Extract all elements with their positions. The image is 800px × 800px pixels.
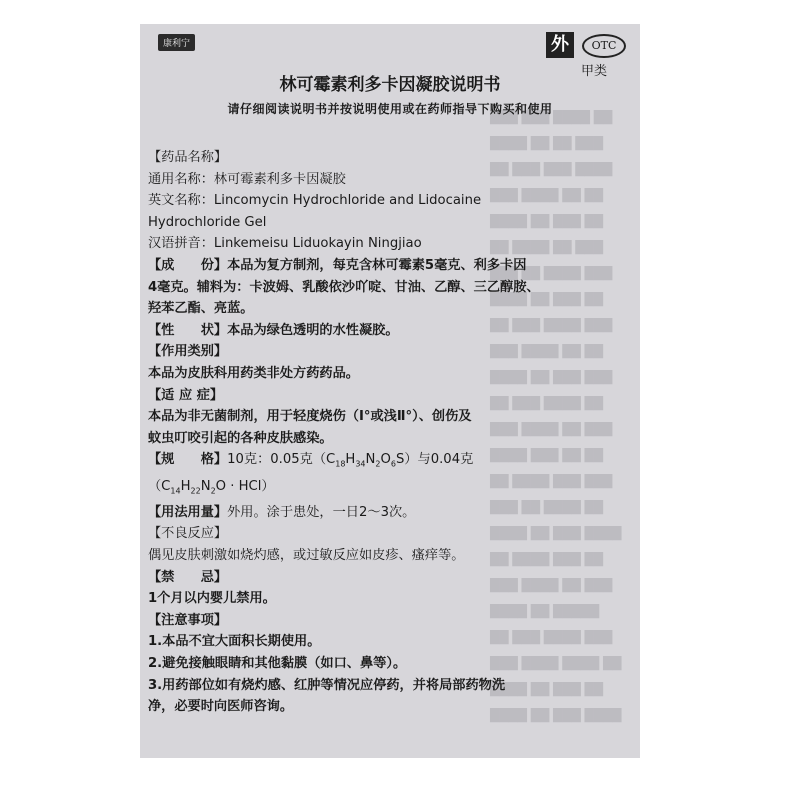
spec-text: N [200, 478, 211, 494]
composition-line-3: 羟苯乙酯、亮蓝。 [148, 301, 254, 317]
spec-text: 10克：0.05克（C [227, 452, 336, 468]
external-use-mark: 外 [546, 32, 574, 58]
otc-mark: OTC [582, 34, 626, 58]
spec-sub: 14 [170, 486, 181, 496]
otc-class-label: 甲类 [581, 64, 608, 79]
adverse-text: 偶见皮肤刺激如烧灼感，或过敏反应如皮疹、瘙痒等。 [148, 547, 465, 563]
spec-text: H [345, 452, 356, 468]
spec-text: O [380, 452, 391, 468]
spec-text: N [365, 452, 376, 468]
pinyin-name: 汉语拼音：Linkemeisu Liduokayin Ningjiao [148, 236, 422, 252]
indications-line-2: 蚊虫叮咬引起的各种皮肤感染。 [148, 430, 333, 446]
precaution-item-2: 2.避免接触眼睛和其他黏膜（如口、鼻等）。 [148, 655, 407, 671]
composition-line-1: 本品为复方制剂，每克含林可霉素5毫克、利多卡因 [227, 257, 527, 273]
specification-line-2 [148, 476, 628, 502]
spec-sub: 18 [335, 459, 346, 469]
category-text: 本品为皮肤科用药类非处方药药品。 [148, 365, 359, 381]
document-subtitle: 请仔细阅读说明书并按说明使用或在药师指导下购买和使用 [227, 102, 553, 116]
spec-text: H [180, 478, 191, 494]
brand-logo: 康利宁 [158, 34, 195, 51]
composition-heading: 【成 份】 [148, 257, 228, 273]
specification-heading: 【规 格】 [148, 452, 228, 468]
leaflet-paper [140, 24, 640, 758]
english-name-line-2: Hydrochloride Gel [148, 214, 267, 230]
contraindications-text: 1个月以内婴儿禁用。 [148, 591, 276, 607]
spec-sub: 34 [355, 459, 366, 469]
drug-name-heading: 【药品名称】 [148, 150, 228, 165]
document-title: 林可霉素利多卡因凝胶说明书 [279, 75, 501, 95]
specification-line-1 [148, 449, 628, 475]
spec-text: S）与0.04克 [395, 452, 474, 468]
category-heading: 【作用类别】 [148, 344, 228, 360]
properties-text: 本品为绿色透明的水性凝胶。 [227, 322, 399, 338]
precautions-heading: 【注意事项】 [148, 612, 228, 628]
spec-text: （C [148, 478, 171, 494]
leaflet-body [148, 147, 628, 718]
show-through-text: ████ ██ ███ ████ ████ ██ ███ ██ ███ ████ ████ ██ ██ ███ ████ ███ ████ ██ █████ ███ ████ ██ ███ ██ ████ ███ ██ ████ ██ ███ ████ ███ ██ ████ ██ ██ ████ ███ ███ ████ ███ ██ ██ ███ ████ ██ ███ ██ ███ ████ ██ ████ ██ ███ ███ ███ ████ ██ ██ ██ ███ ████ ███ ████ ██ ███ ██ ███ ██ ████ ███ ██ ████ ██ ███ ████ ██ ███ ██ ███ ████ ██ ██ ██ ███ ███ ████ ████ ██ ██ ███ ███ ███ ████ ██ [490, 110, 622, 722]
composition-line-2: 4毫克。辅料为：卡波姆、乳酸依沙吖啶、甘油、乙醇、三乙醇胺、 [148, 279, 540, 295]
adverse-heading: 【不良反应】 [148, 526, 228, 542]
indications-line-1: 本品为非无菌制剂，用于轻度烧伤（Ⅰ°或浅Ⅱ°）、创伤及 [148, 409, 472, 425]
english-name-line-1: 英文名称：Lincomycin Hydrochloride and Lidocaine [148, 193, 482, 209]
usage-text: 外用。涂于患处，一日2～3次。 [227, 504, 416, 520]
spec-sub: 22 [190, 486, 201, 496]
generic-name: 通用名称：林可霉素利多卡因凝胶 [148, 171, 346, 187]
spec-sub: 2 [375, 459, 381, 469]
properties-heading: 【性 状】 [148, 322, 228, 338]
indications-heading: 【适 应 症】 [148, 387, 224, 403]
spec-sub: 6 [390, 459, 396, 469]
precaution-item-3-continued: 净，必要时向医师咨询。 [148, 699, 294, 715]
spec-sub: 2 [210, 486, 216, 496]
contraindications-heading: 【禁 忌】 [148, 569, 228, 585]
precaution-item-1: 1.本品不宜大面积长期使用。 [148, 634, 321, 650]
usage-heading: 【用法用量】 [148, 504, 228, 520]
precaution-item-3: 3.用药部位如有烧灼感、红肿等情况应停药，并将局部药物洗 [148, 677, 506, 693]
spec-text: O · HCl） [215, 478, 275, 494]
